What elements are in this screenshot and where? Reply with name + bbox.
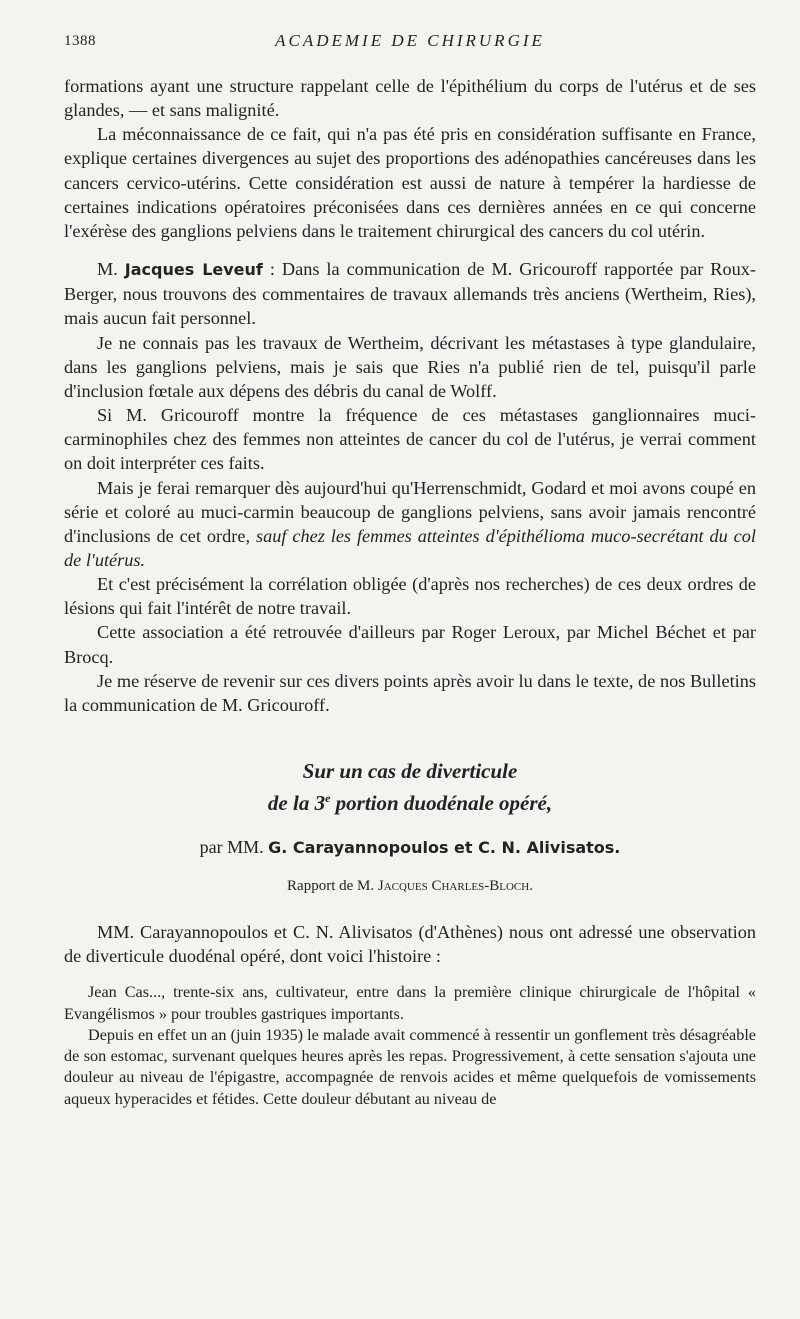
paragraph: formations ayant une structure rappelant celle de l'épithélium du corps de l'utérus et de ses glandes, — et sans malignité. [64, 76, 756, 121]
case-paragraph: Jean Cas..., trente-six ans, cultivateur, entre dans la première clinique chirurgicale de l'hôpital « Evangélismos » pour troubles gastriques importants. [64, 983, 756, 1023]
paragraph: Cette association a été retrouvée d'ailleurs par Roger Leroux, par Michel Béchet et par Brocq. [64, 622, 756, 667]
paragraph [64, 476, 756, 573]
discussion-section [64, 74, 756, 717]
report-line [64, 876, 756, 896]
speaker-name: Jacques Leveuf [124, 260, 263, 280]
case-paragraph: Depuis en effet un an (juin 1935) le malade avait commencé à ressentir un gonflement très désagréable de son estomac, survenant quelques heures après les repas. Progressivement, à cette sensation s'ajouta une douleur au niveau de l'épigastre, accompagnée de renvois acides et même quelquefois de vomissements aqueux hyperacides et fétides. Cette douleur débutant au niveau de [64, 1025, 756, 1108]
rapporteur-name: Jacques Charles-Bloch. [377, 878, 533, 895]
article-intro [64, 920, 756, 968]
paragraph: La méconnaissance de ce fait, qui n'a pas été pris en considération suffisante en France, explique certaines divergences au sujet des proportions des adénopathies cancéreuses dans les cancers cervico-utérins. Cette considération est aussi de nature à tempérer la hardiesse de certaines indications opératoires préconisées dans ces dernières années en ce qui concerne l'exérèse des ganglions pelviens dans le traitement chirurgical des cancers du col utérin. [64, 124, 756, 241]
speaker-text: : Dans la communication de M. Gricouroff rapportée par Roux-Berger, nous trouvons des commentaires de travaux allemands très anciens (Wertheim, Ries), mais aucun fait personnel. [64, 259, 757, 329]
paragraph: Et c'est précisément la corrélation obligée (d'après nos recherches) de ces deux ordres de lésions qui fait l'intérêt de notre travail. [64, 574, 756, 619]
article-title-line-2: de la 3e portion duodénale opéré, [267, 791, 553, 816]
report-prefix: Rapport de M. [287, 878, 375, 895]
intro-paragraph: MM. Carayannopoulos et C. N. Alivisatos (d'Athènes) nous ont adressé une observation de diverticule duodénal opéré, dont voici l'histoire : [64, 922, 756, 967]
case-report [64, 982, 756, 1110]
authors-prefix: par MM. [199, 837, 264, 858]
paragraph: Je ne connais pas les travaux de Wertheim, décrivant les métastases à type glandulaire, dans les ganglions pelviens, mais je sais que Ries n'a publié rien de tel, puisqu'il parle d'inclusion fœtale aux dépens des débris du canal de Wolff. [64, 332, 756, 401]
article-title-line-1: Sur un cas de diverticule [302, 759, 518, 784]
journal-title: ACADEMIE DE CHIRURGIE [275, 31, 545, 50]
article-title [64, 758, 756, 817]
remark-emphasis: sauf chez les femmes atteintes d'épithélioma muco-secrétant du col de l'utérus. [64, 525, 756, 570]
running-head [64, 0, 756, 50]
speaker-prefix: M. [97, 259, 118, 280]
leveuf-intervention [64, 257, 756, 330]
article-authors [64, 835, 756, 860]
paragraph: Si M. Gricouroff montre la fréquence de ces métastases ganglionnaires muci-carminophiles chez des femmes non atteintes de cancer du col de l'utérus, je verrai comment on doit interpréter ces faits. [64, 405, 756, 474]
page [64, 0, 756, 1110]
paragraph: Je me réserve de revenir sur ces divers points après avoir lu dans le texte, de nos Bulletins la communication de M. Gricouroff. [64, 670, 756, 715]
authors-names: G. Carayannopoulos et C. N. Alivisatos. [268, 838, 621, 858]
remark-text: Mais je ferai remarquer dès aujourd'hui qu'Herrenschmidt, Godard et moi avons coupé en série et coloré au muci-carmin beaucoup de ganglions pelviens, sans avoir jamais rencontré d'inclusions de cet ordre, [64, 477, 756, 546]
page-number: 1388 [64, 33, 96, 49]
